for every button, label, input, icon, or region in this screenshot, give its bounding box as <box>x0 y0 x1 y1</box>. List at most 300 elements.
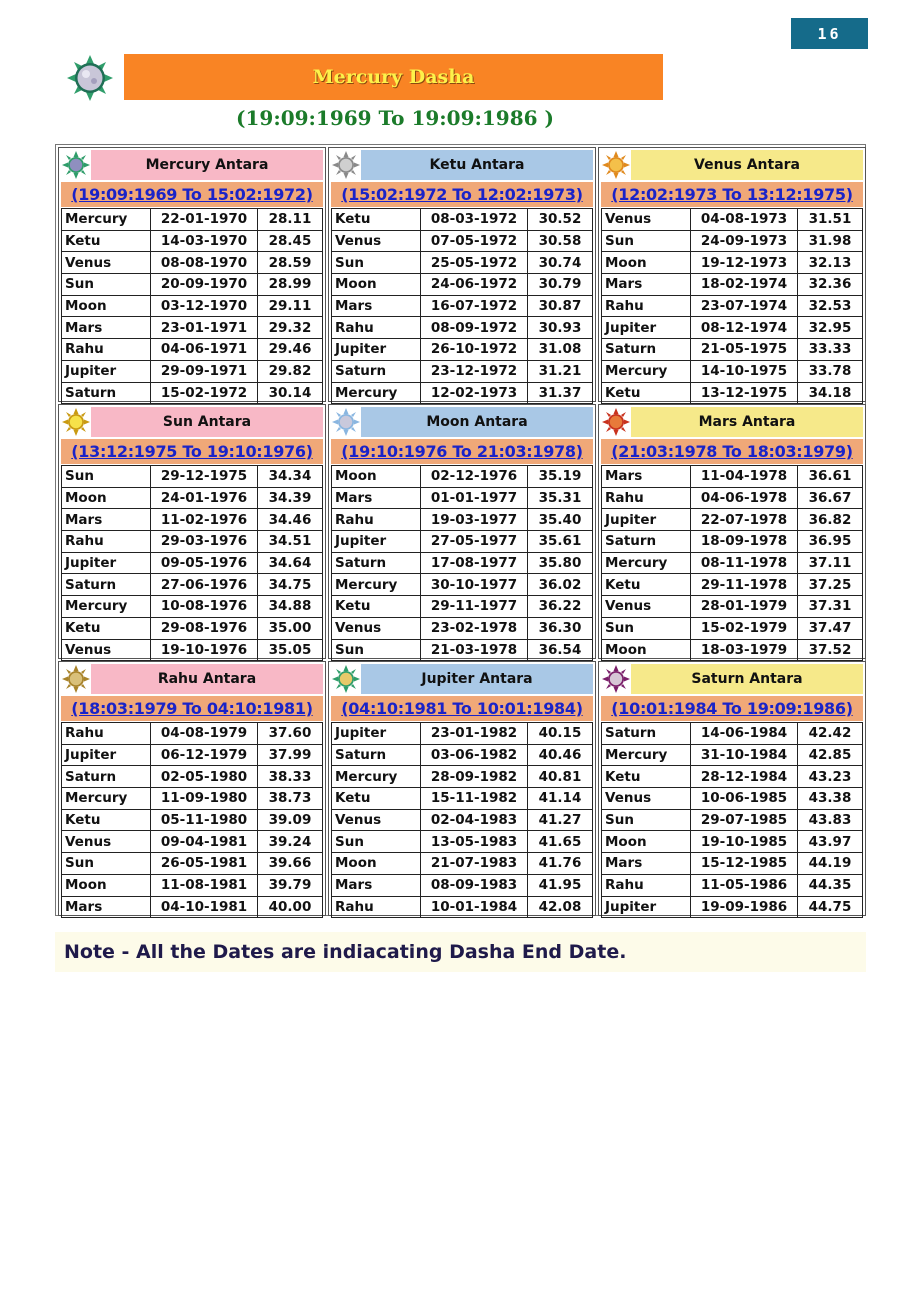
age-cell: 31.08 <box>528 339 593 361</box>
age-cell: 39.66 <box>258 853 323 875</box>
planet-cell: Mars <box>602 853 691 875</box>
age-cell: 36.22 <box>528 596 593 618</box>
end-date-cell: 09-05-1976 <box>151 552 258 574</box>
jupiter-icon <box>331 664 361 694</box>
antara-table <box>601 208 863 404</box>
end-date-cell: 01-01-1977 <box>421 487 528 509</box>
table-row <box>62 874 323 896</box>
antara-header <box>331 664 593 694</box>
planet-cell: Jupiter <box>332 531 421 553</box>
end-date-cell: 08-09-1983 <box>421 874 528 896</box>
end-date-cell: 15-11-1982 <box>421 788 528 810</box>
age-cell: 32.53 <box>798 295 863 317</box>
ketu-icon <box>331 150 361 180</box>
table-row <box>332 874 593 896</box>
end-date-cell: 12-02-1973 <box>421 382 528 404</box>
end-date-cell: 23-12-1972 <box>421 360 528 382</box>
table-row <box>62 531 323 553</box>
age-cell: 37.11 <box>798 552 863 574</box>
age-cell: 28.59 <box>258 252 323 274</box>
age-cell: 34.39 <box>258 487 323 509</box>
antara-date-range: (19:09:1969 To 15:02:1972) <box>61 182 323 207</box>
planet-cell: Mars <box>62 317 151 339</box>
planet-cell: Ketu <box>332 209 421 231</box>
table-row <box>602 617 863 639</box>
end-date-cell: 04-06-1971 <box>151 339 258 361</box>
end-date-cell: 08-09-1972 <box>421 317 528 339</box>
table-row <box>332 831 593 853</box>
table-row <box>602 466 863 488</box>
age-cell: 39.79 <box>258 874 323 896</box>
table-row <box>62 230 323 252</box>
table-row <box>62 596 323 618</box>
table-row <box>332 466 593 488</box>
planet-cell: Rahu <box>62 339 151 361</box>
end-date-cell: 14-10-1975 <box>691 360 798 382</box>
planet-cell: Ketu <box>602 766 691 788</box>
age-cell: 36.54 <box>528 639 593 661</box>
age-cell: 42.85 <box>798 744 863 766</box>
dasha-title: Mercury Dasha <box>312 66 475 88</box>
table-row <box>602 809 863 831</box>
mars-icon <box>601 407 631 437</box>
table-row <box>602 382 863 404</box>
end-date-cell: 21-07-1983 <box>421 853 528 875</box>
table-row <box>602 274 863 296</box>
age-cell: 31.51 <box>798 209 863 231</box>
planet-cell: Mercury <box>332 766 421 788</box>
age-cell: 35.80 <box>528 552 593 574</box>
age-cell: 31.37 <box>528 382 593 404</box>
table-row <box>62 723 323 745</box>
planet-cell: Moon <box>62 487 151 509</box>
age-cell: 35.05 <box>258 639 323 661</box>
antara-header <box>331 407 593 437</box>
table-row <box>332 896 593 918</box>
dasha-title-banner <box>124 54 663 100</box>
end-date-cell: 24-09-1973 <box>691 230 798 252</box>
antara-date-range: (10:01:1984 To 19:09:1986) <box>601 696 863 721</box>
age-cell: 37.52 <box>798 639 863 661</box>
table-row <box>602 230 863 252</box>
table-row <box>62 252 323 274</box>
antara-header <box>61 407 323 437</box>
age-cell: 32.13 <box>798 252 863 274</box>
end-date-cell: 05-11-1980 <box>151 809 258 831</box>
planet-cell: Moon <box>62 295 151 317</box>
antara-date-range: (15:02:1972 To 12:02:1973) <box>331 182 593 207</box>
planet-cell: Ketu <box>62 617 151 639</box>
end-date-cell: 04-08-1973 <box>691 209 798 231</box>
saturn-icon <box>601 664 631 694</box>
age-cell: 43.38 <box>798 788 863 810</box>
table-row <box>62 274 323 296</box>
planet-cell: Saturn <box>62 382 151 404</box>
venus-icon <box>601 150 631 180</box>
age-cell: 35.61 <box>528 531 593 553</box>
table-row <box>62 788 323 810</box>
antara-table <box>331 208 593 404</box>
planet-cell: Ketu <box>62 809 151 831</box>
planet-cell: Mars <box>332 295 421 317</box>
end-date-cell: 27-06-1976 <box>151 574 258 596</box>
table-row <box>602 574 863 596</box>
age-cell: 29.32 <box>258 317 323 339</box>
antara-header <box>601 407 863 437</box>
end-date-cell: 26-05-1981 <box>151 853 258 875</box>
planet-cell: Saturn <box>332 744 421 766</box>
end-date-cell: 10-01-1984 <box>421 896 528 918</box>
planet-cell: Mercury <box>62 596 151 618</box>
planet-cell: Jupiter <box>62 360 151 382</box>
planet-cell: Ketu <box>602 382 691 404</box>
table-row <box>602 317 863 339</box>
table-row <box>602 639 863 661</box>
age-cell: 44.19 <box>798 853 863 875</box>
table-row <box>332 509 593 531</box>
age-cell: 39.09 <box>258 809 323 831</box>
planet-cell: Moon <box>62 874 151 896</box>
planet-cell: Ketu <box>332 596 421 618</box>
end-date-cell: 26-10-1972 <box>421 339 528 361</box>
end-date-cell: 24-06-1972 <box>421 274 528 296</box>
table-row <box>62 896 323 918</box>
planet-cell: Rahu <box>332 896 421 918</box>
mercury-icon <box>61 150 91 180</box>
antara-panel <box>58 404 326 659</box>
antara-title: Ketu Antara <box>361 150 593 180</box>
age-cell: 35.19 <box>528 466 593 488</box>
planet-cell: Saturn <box>602 339 691 361</box>
table-row <box>332 209 593 231</box>
age-cell: 38.33 <box>258 766 323 788</box>
antara-title: Moon Antara <box>361 407 593 437</box>
table-row <box>332 252 593 274</box>
table-row <box>332 230 593 252</box>
antara-date-range: (04:10:1981 To 10:01:1984) <box>331 696 593 721</box>
planet-cell: Mercury <box>332 382 421 404</box>
end-date-cell: 25-05-1972 <box>421 252 528 274</box>
age-cell: 32.95 <box>798 317 863 339</box>
planet-cell: Mercury <box>602 360 691 382</box>
age-cell: 43.23 <box>798 766 863 788</box>
antara-header <box>601 664 863 694</box>
end-date-cell: 23-07-1974 <box>691 295 798 317</box>
antara-table <box>331 722 593 918</box>
planet-cell: Jupiter <box>602 317 691 339</box>
age-cell: 32.36 <box>798 274 863 296</box>
end-date-cell: 31-10-1984 <box>691 744 798 766</box>
age-cell: 37.60 <box>258 723 323 745</box>
antara-panel <box>328 404 596 659</box>
table-row <box>332 617 593 639</box>
table-row <box>62 360 323 382</box>
end-date-cell: 29-08-1976 <box>151 617 258 639</box>
planet-cell: Ketu <box>602 574 691 596</box>
end-date-cell: 03-06-1982 <box>421 744 528 766</box>
antara-date-range: (21:03:1978 To 18:03:1979) <box>601 439 863 464</box>
antara-panel <box>598 147 866 402</box>
age-cell: 36.82 <box>798 509 863 531</box>
age-cell: 41.65 <box>528 831 593 853</box>
end-date-cell: 08-08-1970 <box>151 252 258 274</box>
planet-cell: Mars <box>332 874 421 896</box>
age-cell: 28.45 <box>258 230 323 252</box>
antara-title: Rahu Antara <box>91 664 323 694</box>
antara-title: Jupiter Antara <box>361 664 593 694</box>
antara-panel <box>328 147 596 402</box>
end-date-cell: 11-08-1981 <box>151 874 258 896</box>
table-row <box>332 531 593 553</box>
table-row <box>332 295 593 317</box>
end-date-cell: 21-03-1978 <box>421 639 528 661</box>
age-cell: 34.18 <box>798 382 863 404</box>
end-date-cell: 11-04-1978 <box>691 466 798 488</box>
antara-date-range: (12:02:1973 To 13:12:1975) <box>601 182 863 207</box>
age-cell: 39.24 <box>258 831 323 853</box>
planet-cell: Mercury <box>602 552 691 574</box>
table-row <box>602 766 863 788</box>
table-row <box>332 596 593 618</box>
age-cell: 35.00 <box>258 617 323 639</box>
end-date-cell: 02-04-1983 <box>421 809 528 831</box>
table-row <box>332 574 593 596</box>
planet-cell: Saturn <box>62 766 151 788</box>
planet-cell: Ketu <box>332 788 421 810</box>
planet-cell: Moon <box>602 252 691 274</box>
table-row <box>602 723 863 745</box>
table-row <box>602 509 863 531</box>
planet-cell: Moon <box>332 274 421 296</box>
planet-cell: Venus <box>602 596 691 618</box>
planet-cell: Jupiter <box>602 509 691 531</box>
end-date-cell: 03-12-1970 <box>151 295 258 317</box>
age-cell: 33.78 <box>798 360 863 382</box>
end-date-cell: 15-12-1985 <box>691 853 798 875</box>
age-cell: 36.67 <box>798 487 863 509</box>
planet-cell: Rahu <box>602 874 691 896</box>
antara-table <box>601 465 863 661</box>
end-date-cell: 28-01-1979 <box>691 596 798 618</box>
age-cell: 30.93 <box>528 317 593 339</box>
age-cell: 34.46 <box>258 509 323 531</box>
age-cell: 41.76 <box>528 853 593 875</box>
antara-date-range: (13:12:1975 To 19:10:1976) <box>61 439 323 464</box>
planet-cell: Venus <box>62 831 151 853</box>
age-cell: 34.51 <box>258 531 323 553</box>
antara-header <box>61 150 323 180</box>
age-cell: 36.30 <box>528 617 593 639</box>
antara-table <box>61 465 323 661</box>
table-row <box>332 274 593 296</box>
age-cell: 37.25 <box>798 574 863 596</box>
planet-cell: Jupiter <box>332 339 421 361</box>
age-cell: 37.31 <box>798 596 863 618</box>
end-date-cell: 19-10-1976 <box>151 639 258 661</box>
mercury-planet-icon <box>66 54 114 102</box>
end-date-cell: 29-03-1976 <box>151 531 258 553</box>
end-date-cell: 15-02-1979 <box>691 617 798 639</box>
age-cell: 43.83 <box>798 809 863 831</box>
planet-cell: Rahu <box>332 317 421 339</box>
end-date-cell: 14-06-1984 <box>691 723 798 745</box>
table-row <box>332 339 593 361</box>
planet-cell: Venus <box>602 788 691 810</box>
note-text: Note - All the Dates are indiacating Dasha End Date. <box>64 941 627 963</box>
note-box <box>55 932 866 972</box>
age-cell: 31.21 <box>528 360 593 382</box>
table-row <box>332 853 593 875</box>
planet-cell: Moon <box>332 853 421 875</box>
antara-title: Mercury Antara <box>91 150 323 180</box>
end-date-cell: 11-02-1976 <box>151 509 258 531</box>
end-date-cell: 23-01-1971 <box>151 317 258 339</box>
planet-cell: Sun <box>332 252 421 274</box>
age-cell: 43.97 <box>798 831 863 853</box>
end-date-cell: 29-09-1971 <box>151 360 258 382</box>
table-row <box>332 744 593 766</box>
end-date-cell: 20-09-1970 <box>151 274 258 296</box>
end-date-cell: 04-08-1979 <box>151 723 258 745</box>
age-cell: 35.40 <box>528 509 593 531</box>
age-cell: 42.42 <box>798 723 863 745</box>
planet-cell: Sun <box>62 466 151 488</box>
end-date-cell: 10-08-1976 <box>151 596 258 618</box>
planet-cell: Mars <box>62 509 151 531</box>
table-row <box>602 744 863 766</box>
table-row <box>602 531 863 553</box>
planet-cell: Rahu <box>332 509 421 531</box>
table-row <box>62 209 323 231</box>
table-row <box>602 596 863 618</box>
table-row <box>602 295 863 317</box>
antara-table <box>601 722 863 918</box>
antara-header <box>601 150 863 180</box>
planet-cell: Venus <box>332 809 421 831</box>
end-date-cell: 19-12-1973 <box>691 252 798 274</box>
planet-cell: Sun <box>332 831 421 853</box>
planet-cell: Moon <box>602 831 691 853</box>
table-row <box>62 552 323 574</box>
planet-cell: Saturn <box>62 574 151 596</box>
table-row <box>602 896 863 918</box>
antara-grid <box>55 144 866 916</box>
end-date-cell: 07-05-1972 <box>421 230 528 252</box>
end-date-cell: 08-11-1978 <box>691 552 798 574</box>
age-cell: 30.52 <box>528 209 593 231</box>
dasha-date-range: (19:09:1969 To 19:09:1986 ) <box>236 106 554 130</box>
table-row <box>332 809 593 831</box>
age-cell: 29.46 <box>258 339 323 361</box>
age-cell: 38.73 <box>258 788 323 810</box>
end-date-cell: 15-02-1972 <box>151 382 258 404</box>
age-cell: 35.31 <box>528 487 593 509</box>
planet-cell: Jupiter <box>62 744 151 766</box>
planet-cell: Mars <box>602 274 691 296</box>
age-cell: 29.11 <box>258 295 323 317</box>
end-date-cell: 04-06-1978 <box>691 487 798 509</box>
planet-cell: Venus <box>62 639 151 661</box>
table-row <box>602 339 863 361</box>
antara-panel <box>598 404 866 659</box>
end-date-cell: 28-12-1984 <box>691 766 798 788</box>
planet-cell: Mercury <box>602 744 691 766</box>
end-date-cell: 06-12-1979 <box>151 744 258 766</box>
planet-cell: Saturn <box>602 723 691 745</box>
end-date-cell: 11-09-1980 <box>151 788 258 810</box>
end-date-cell: 18-09-1978 <box>691 531 798 553</box>
table-row <box>602 252 863 274</box>
antara-panel <box>328 661 596 916</box>
end-date-cell: 29-11-1978 <box>691 574 798 596</box>
table-row <box>602 487 863 509</box>
table-row <box>62 639 323 661</box>
antara-title: Sun Antara <box>91 407 323 437</box>
antara-table <box>331 465 593 661</box>
planet-cell: Sun <box>602 617 691 639</box>
age-cell: 40.81 <box>528 766 593 788</box>
age-cell: 37.99 <box>258 744 323 766</box>
age-cell: 40.15 <box>528 723 593 745</box>
table-row <box>62 766 323 788</box>
end-date-cell: 23-02-1978 <box>421 617 528 639</box>
planet-cell: Mars <box>602 466 691 488</box>
table-row <box>62 317 323 339</box>
end-date-cell: 13-05-1983 <box>421 831 528 853</box>
end-date-cell: 23-01-1982 <box>421 723 528 745</box>
end-date-cell: 02-05-1980 <box>151 766 258 788</box>
table-row <box>62 574 323 596</box>
antara-title: Venus Antara <box>631 150 863 180</box>
end-date-cell: 27-05-1977 <box>421 531 528 553</box>
planet-cell: Venus <box>332 617 421 639</box>
table-row <box>62 339 323 361</box>
end-date-cell: 30-10-1977 <box>421 574 528 596</box>
antara-header <box>331 150 593 180</box>
planet-cell: Sun <box>62 853 151 875</box>
end-date-cell: 13-12-1975 <box>691 382 798 404</box>
age-cell: 41.95 <box>528 874 593 896</box>
age-cell: 41.27 <box>528 809 593 831</box>
age-cell: 34.34 <box>258 466 323 488</box>
age-cell: 36.61 <box>798 466 863 488</box>
table-row <box>62 744 323 766</box>
age-cell: 30.79 <box>528 274 593 296</box>
planet-cell: Venus <box>332 230 421 252</box>
table-row <box>602 831 863 853</box>
rahu-icon <box>61 664 91 694</box>
table-row <box>602 788 863 810</box>
planet-cell: Mercury <box>62 788 151 810</box>
planet-cell: Saturn <box>602 531 691 553</box>
age-cell: 41.14 <box>528 788 593 810</box>
table-row <box>62 466 323 488</box>
end-date-cell: 09-04-1981 <box>151 831 258 853</box>
antara-title: Saturn Antara <box>631 664 863 694</box>
planet-cell: Rahu <box>62 531 151 553</box>
antara-title: Mars Antara <box>631 407 863 437</box>
table-row <box>62 487 323 509</box>
antara-table <box>61 208 323 404</box>
age-cell: 44.35 <box>798 874 863 896</box>
table-row <box>332 788 593 810</box>
age-cell: 30.74 <box>528 252 593 274</box>
table-row <box>62 509 323 531</box>
end-date-cell: 29-12-1975 <box>151 466 258 488</box>
age-cell: 28.99 <box>258 274 323 296</box>
end-date-cell: 18-02-1974 <box>691 274 798 296</box>
table-row <box>602 209 863 231</box>
